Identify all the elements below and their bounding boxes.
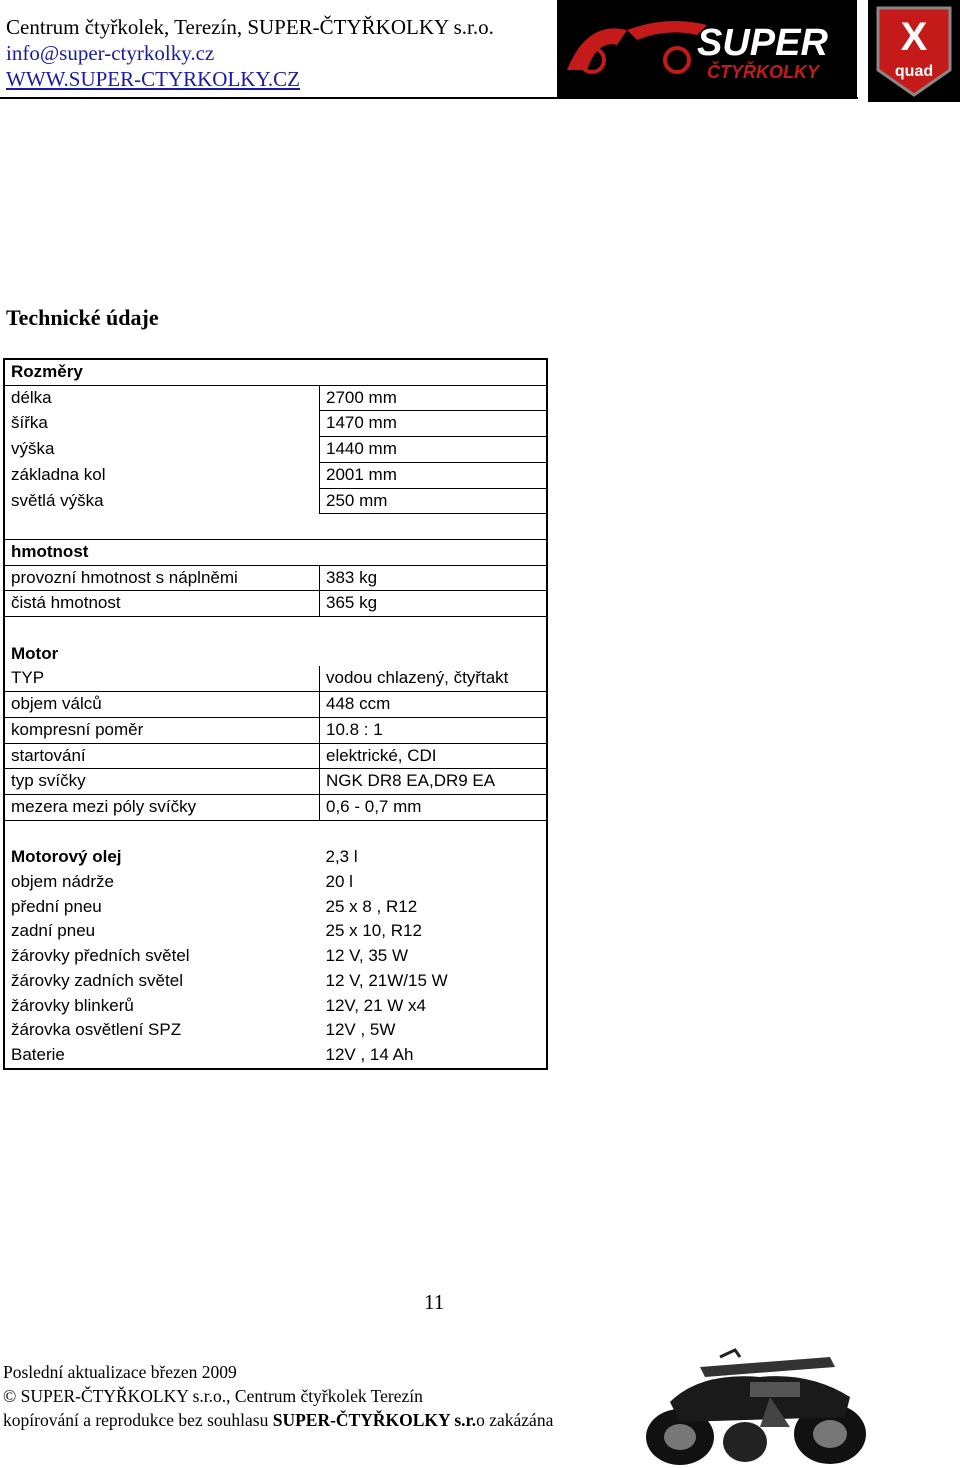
spec-value: 0,6 - 0,7 mm (320, 794, 548, 820)
spec-label: žárovky zadních světel (4, 969, 320, 994)
spec-value: 2,3 l (320, 845, 548, 870)
spec-label: Baterie (4, 1043, 320, 1069)
super-ctyrkolky-logo (557, 0, 857, 97)
spec-row (4, 845, 547, 870)
spec-value: 448 ccm (320, 692, 548, 718)
spec-row (4, 969, 547, 994)
spec-label: žárovka osvětlení SPZ (4, 1018, 320, 1043)
page-title: Technické údaje (6, 305, 159, 330)
spec-row (4, 462, 547, 488)
spec-row (4, 666, 547, 691)
spec-row (4, 994, 547, 1019)
spec-row (4, 717, 547, 743)
page-number: 11 (424, 1290, 445, 1314)
company-name: Centrum čtyřkolek, Terezín, SUPER-ČTYŘKOLKY s.r.o. (6, 15, 494, 39)
email-link[interactable]: info@super-ctyrkolky.cz (6, 41, 215, 65)
spec-row (4, 743, 547, 769)
header-contact (6, 14, 494, 92)
section-heading-hmotnost (4, 539, 547, 565)
spec-label: délka (4, 385, 320, 411)
spec-label: provozní hmotnost s náplněmi (4, 565, 320, 591)
spec-label: zadní pneu (4, 919, 320, 944)
header-divider (0, 97, 858, 99)
spec-row (4, 1043, 547, 1069)
spec-value: 1470 mm (320, 411, 548, 437)
spec-label (4, 617, 320, 642)
spec-value: 20 l (320, 870, 548, 895)
spec-row (4, 895, 547, 920)
logo-super-text: SUPER (697, 22, 828, 64)
spec-label: kompresní poměr (4, 717, 320, 743)
spec-row (4, 591, 547, 617)
spec-value: 365 kg (320, 591, 548, 617)
spec-row (4, 411, 547, 437)
spec-value (320, 539, 548, 565)
spec-value: 2700 mm (320, 385, 548, 411)
spec-value: 2001 mm (320, 462, 548, 488)
spec-value (320, 642, 548, 667)
spacer-row (4, 820, 547, 845)
footer (3, 1360, 553, 1432)
spec-row (4, 794, 547, 820)
spec-label: objem nádrže (4, 870, 320, 895)
spec-row (4, 769, 547, 795)
logo-quad-letter: X (900, 15, 928, 59)
spec-label: startování (4, 743, 320, 769)
spec-label (4, 514, 320, 540)
spec-row (4, 692, 547, 718)
spacer-row (4, 617, 547, 642)
spec-row (4, 870, 547, 895)
footer-copyright: © SUPER-ČTYŘKOLKY s.r.o., Centrum čtyřkolek Terezín (3, 1386, 423, 1406)
spec-label: žárovky předních světel (4, 944, 320, 969)
website-link[interactable]: WWW.SUPER-CTYRKOLKY.CZ (6, 67, 301, 91)
technical-specs-table (3, 358, 548, 1070)
spec-label: Motorový olej (4, 845, 320, 870)
x-quad-logo (868, 0, 960, 102)
spec-value (320, 617, 548, 642)
spec-value: 1440 mm (320, 437, 548, 463)
spacer-row (4, 514, 547, 540)
spec-value (320, 820, 548, 845)
logo-super-subtext: ČTYŘKOLKY (707, 62, 819, 82)
spec-value: vodou chlazený, čtyřtakt (320, 666, 548, 691)
spec-value (320, 359, 548, 385)
spec-label: objem válců (4, 692, 320, 718)
footer-update: Poslední aktualizace březen 2009 (3, 1362, 237, 1382)
spec-label: přední pneu (4, 895, 320, 920)
spec-value: 12V , 14 Ah (320, 1043, 548, 1069)
footer-notice: kopírování a reprodukce bez souhlasu SUPER-ČTYŘKOLKY s.r.o zakázána (3, 1410, 554, 1430)
spec-row (4, 944, 547, 969)
logo-quad-text: quad (894, 63, 934, 80)
spec-label: hmotnost (4, 539, 320, 565)
spec-label: základna kol (4, 462, 320, 488)
spec-label: světlá výška (4, 488, 320, 514)
spec-label: výška (4, 437, 320, 463)
spec-row (4, 1018, 547, 1043)
spec-label: šířka (4, 411, 320, 437)
atv-photo (640, 1342, 876, 1468)
spec-value (320, 514, 548, 540)
spec-value: 12 V, 35 W (320, 944, 548, 969)
spec-value: 12V, 21 W x4 (320, 994, 548, 1019)
spec-label: typ svíčky (4, 769, 320, 795)
spec-value: 383 kg (320, 565, 548, 591)
spec-row (4, 565, 547, 591)
spec-value: 25 x 8 , R12 (320, 895, 548, 920)
section-heading-motor (4, 642, 547, 667)
spec-label: Motor (4, 642, 320, 667)
spec-value: NGK DR8 EA,DR9 EA (320, 769, 548, 795)
spec-value: 25 x 10, R12 (320, 919, 548, 944)
spec-row (4, 385, 547, 411)
spec-value: 12 V, 21W/15 W (320, 969, 548, 994)
spec-label: TYP (4, 666, 320, 691)
spec-label: žárovky blinkerů (4, 994, 320, 1019)
spec-label: čistá hmotnost (4, 591, 320, 617)
spec-value: 250 mm (320, 488, 548, 514)
spec-value: 10.8 : 1 (320, 717, 548, 743)
spec-label (4, 820, 320, 845)
spec-label: mezera mezi póly svíčky (4, 794, 320, 820)
spec-value: 12V , 5W (320, 1018, 548, 1043)
spec-label: Rozměry (4, 359, 320, 385)
spec-row (4, 919, 547, 944)
spec-row (4, 488, 547, 514)
section-heading-rozmery (4, 359, 547, 385)
spec-row (4, 437, 547, 463)
spec-value: elektrické, CDI (320, 743, 548, 769)
